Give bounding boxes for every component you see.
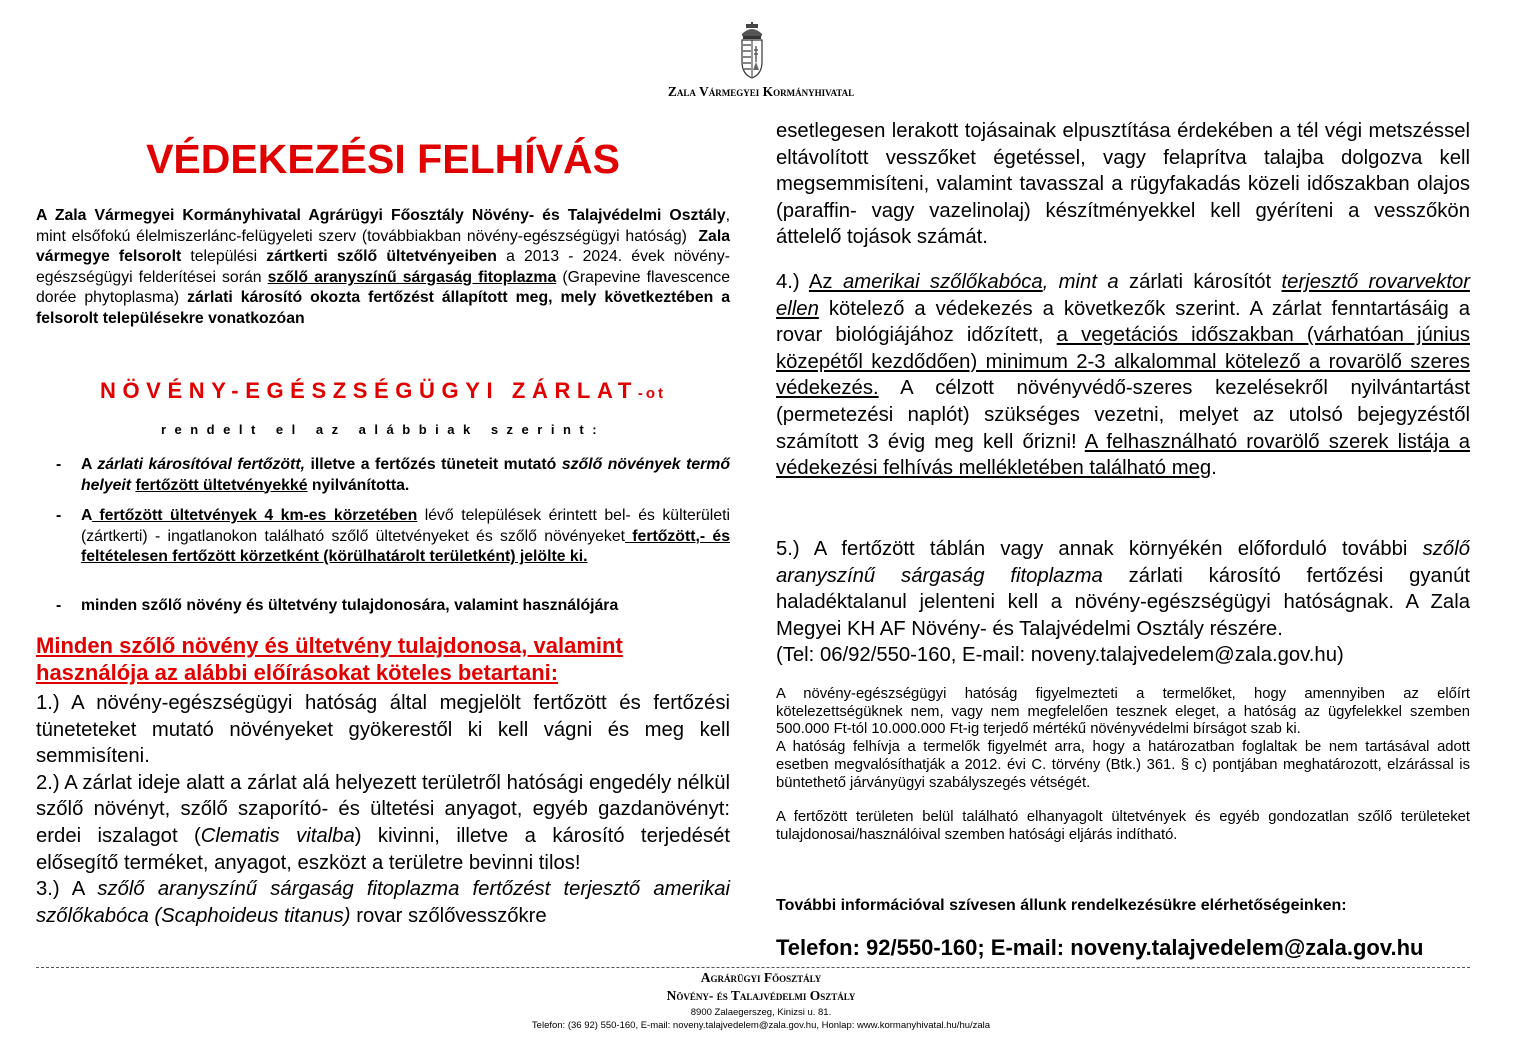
intro-authority: A Zala Vármegyei Kormányhivatal Agrárügyi Főosztály Növény- és Talajvédelmi Osztály — [36, 207, 726, 224]
intro-conclusion: zárlati károsító okozta fertőzést állapított meg, mely következtében a felsorolt településekre vonatkozóan — [36, 289, 730, 327]
r4-e: zárlati károsítót — [1118, 271, 1282, 293]
b1-f: nyilvánította. — [307, 476, 410, 494]
footer-divider — [36, 967, 1470, 968]
intro-pathogen: szőlő aranyszínű sárgaság fitoplazma — [267, 268, 557, 286]
bullet-1-text — [81, 455, 730, 496]
b2-d: fertőzött,- és feltételesen fertőzött körzetként (körülhatárolt területként) jelölte ki. — [81, 527, 730, 565]
rule-3-vector: szőlő aranyszínű sárgaság fitoplazma fertőzést terjesztő amerikai szőlőkabóca (Scaphoideus titanus) — [36, 878, 730, 927]
intro-county: Zala vármegye felsorolt — [36, 227, 730, 266]
rules-list — [36, 690, 730, 929]
bullet-3-text: minden szőlő növény és ültetvény tulajdonosára, valamint használójára — [81, 597, 619, 614]
r4-b: Az — [808, 271, 843, 293]
intro-years: a 2013 - 2024. évek növény-egészségügyi felderítései során — [36, 248, 730, 286]
rule-3 — [36, 876, 730, 929]
rule-1: 1.) A növény-egészségügyi hatóság által megjelölt fertőzött és fertőzési tüneteteket mutató növényeket gyökerestől ki kell vágni és meg kell semmisíteni. — [36, 692, 730, 768]
notice-criminal: A hatóság felhívja a termelők figyelmét arra, hogy a határozatban foglaltak be nem tartásával adott esetben megvalósíthatják a 2012. évi C. törvény (Btk.) 361. § c) pontjában meghatározott, elzárással is büntethető járványügyi szabályszegés vétségét. — [776, 739, 1470, 791]
b2-c: lévő települések érintett bel- és külterületi (zártkerti) - ingatlanokon található szőlő ültetvényeket és szőlő növényeket — [81, 507, 731, 545]
rule-2-c: ) kivinni, illetve a károsító terjedését elősegítő terméket, anyagot, eszközt a területre bevinni tilos! — [36, 824, 730, 874]
rule-2-latin: Clematis vitalba — [200, 824, 355, 847]
quarantine-main: NÖVÉNY-EGÉSZSÉGÜGYI ZÁRLAT — [99, 378, 638, 403]
bullet-2-text — [81, 506, 730, 568]
notice-block — [776, 686, 1470, 845]
intro-paragraph — [36, 206, 730, 330]
r4-j: A felhasználható rovarölő szerek listája a védekezési felhívás mellékletében található meg — [776, 430, 1470, 480]
footer-unit: Növény- és Talajvédelmi Osztály — [666, 988, 856, 1003]
b1-c: illetve a fertőzés tüneteit mutató — [304, 456, 562, 473]
obligation-heading: Minden szőlő növény és ültetvény tulajdonosa, valamint használója az alábbi előírásokat köteles betartani: — [36, 633, 623, 685]
page-title: VÉDEKEZÉSI FELHÍVÁS — [146, 136, 620, 182]
hungarian-coat-of-arms-icon — [737, 22, 767, 80]
rule-4 — [776, 269, 1470, 482]
r4-h: a vegetációs időszakban (várhatóan június közepétől kezdődően) minimum 2-3 alkalommal kötelező a rovarölő szeres védekezés. — [776, 324, 1470, 400]
bullet-3 — [56, 596, 730, 617]
contact-line: Telefon: 92/550-160; E-mail: noveny.talajvedelem@zala.gov.hu — [776, 935, 1424, 960]
b1-b: zárlati károsítóval fertőzött, — [97, 456, 305, 473]
intro-latin-name: (Grapevine flavescence dorée phytoplasma) — [36, 268, 730, 307]
r4-a: 4.) — [776, 271, 809, 293]
r5-d: (Tel: 06/92/550-160, E-mail: noveny.talajvedelem@zala.gov.hu) — [776, 644, 1344, 667]
bullet-dash: - — [56, 597, 62, 614]
r4-f: terjesztő rovarvektor ellen — [776, 271, 1470, 320]
r4-i: A célzott növényvédő-szeres kezelésekről nyilvántartást (permetezési naplót) szükséges vezetni, melyet az utolsó bejegyzéstől számított 3 évig meg kell őrizni! — [776, 377, 1470, 453]
footer-address: 8900 Zalaegerszeg, Kinizsi u. 81. — [690, 1007, 832, 1018]
rule-2-a: 2.) A zárlat ideje alatt a zárlat alá helyezett területről hatósági engedély nélkül szőlő növényt, szőlő szaporító- és ültetési anyagot, egyéb gazdanövényt: erdei iszalagot ( — [36, 771, 730, 847]
b2-a: A — [81, 507, 92, 524]
office-name: Zala Vármegyei Kormányhivatal — [667, 84, 855, 99]
quarantine-heading — [36, 378, 730, 404]
intro-vineyards: zártkerti szőlő ültetvényeiben — [266, 248, 497, 266]
bullet-dash: - — [56, 456, 62, 473]
ordered-line: rendelt el az alábbiak szerint: — [160, 422, 606, 437]
b1-d: szőlő növények termő helyeit — [81, 456, 730, 494]
intro-settlements: települési — [181, 248, 267, 266]
b1-e: fertőzött ültetvényekké — [135, 476, 308, 494]
footer-contacts: Telefon: (36 92) 550-160, E-mail: noveny.talajvedelem@zala.gov.hu, Honlap: www.kormanyhivatal.hu/hu/zala — [531, 1020, 991, 1031]
r5-a: 5.) A fertőzött táblán vagy annak környékén előforduló további — [776, 538, 1423, 560]
r4-d: , mint a — [1042, 271, 1119, 293]
bullet-dash: - — [56, 507, 62, 524]
r4-g: kötelező a védekezés a következők szerint. A zárlat fenntartásáig a rovar biológiájához időzített, — [776, 297, 1470, 347]
rule-3-continued: esetlegesen lerakott tojásainak elpusztítása érdekében a tél végi metszéssel eltávolított vesszőket égetéssel, vagy felaprítva talajba dolgozva kell megsemmisíteni, valamint tavasszal a rügyfakadás közeli időszakban olajos (paraffin- vagy vazelinolaj) készítményekkel kell gyéríteni a vesszőkön áttelelő tojások számát. — [776, 120, 1470, 249]
notice-neglect: A fertőzött területen belül található elhanyagolt ültetvények és egyéb gondozatlan szőlő területeket tulajdonosai/használóival szemben hatósági eljárás indítható. — [776, 809, 1470, 843]
r5-b: szőlő aranyszínű sárgaság fitoplazma — [776, 538, 1470, 587]
rule-2 — [36, 770, 730, 876]
bullet-2 — [56, 506, 730, 568]
rule-3-c: rovar szőlővesszőkre — [350, 904, 547, 927]
rule-3-a: 3.) A — [36, 878, 98, 901]
r5-c: zárlati károsító fertőzési gyanút haladéktalanul jelenteni kell a növény-egészségügyi hatóságnak. A Zala Megyei KH AF Növény- és Talajvédelmi Osztály részére. — [776, 564, 1470, 640]
r4-k: . — [1211, 457, 1217, 480]
footer-dept: Agrárügyi Főosztály — [700, 970, 822, 985]
coat-of-arms — [737, 22, 767, 80]
quarantine-suffix: -ot — [637, 385, 667, 402]
rule-5 — [776, 536, 1470, 669]
intro-authority-role: , mint elsőfokú élelmiszerlánc-felügyeleti szerv (továbbiakban növény-egészségügyi hatóság) — [36, 207, 730, 245]
more-info: További információval szívesen állunk rendelkezésükre elérhetőségeinken: — [776, 897, 1347, 914]
notice-fine: A növény-egészségügyi hatóság figyelmezteti a termelőket, hogy amennyiben az előírt kötelezettségüknek nem, vagy nem megfelelően tesznek eleget, a hatóság az ügyfelekkel szemben 500.000 Ft-tól 10.000.000 Ft-ig terjedő mértékű növényvédelmi bírságot szab ki. — [776, 686, 1470, 738]
r4-c: amerikai szőlőkabóca — [842, 271, 1043, 293]
b2-b: fertőzött ültetvények 4 km-es körzetében — [91, 507, 418, 524]
bullet-1 — [56, 455, 730, 496]
b1-a: A — [81, 456, 98, 473]
